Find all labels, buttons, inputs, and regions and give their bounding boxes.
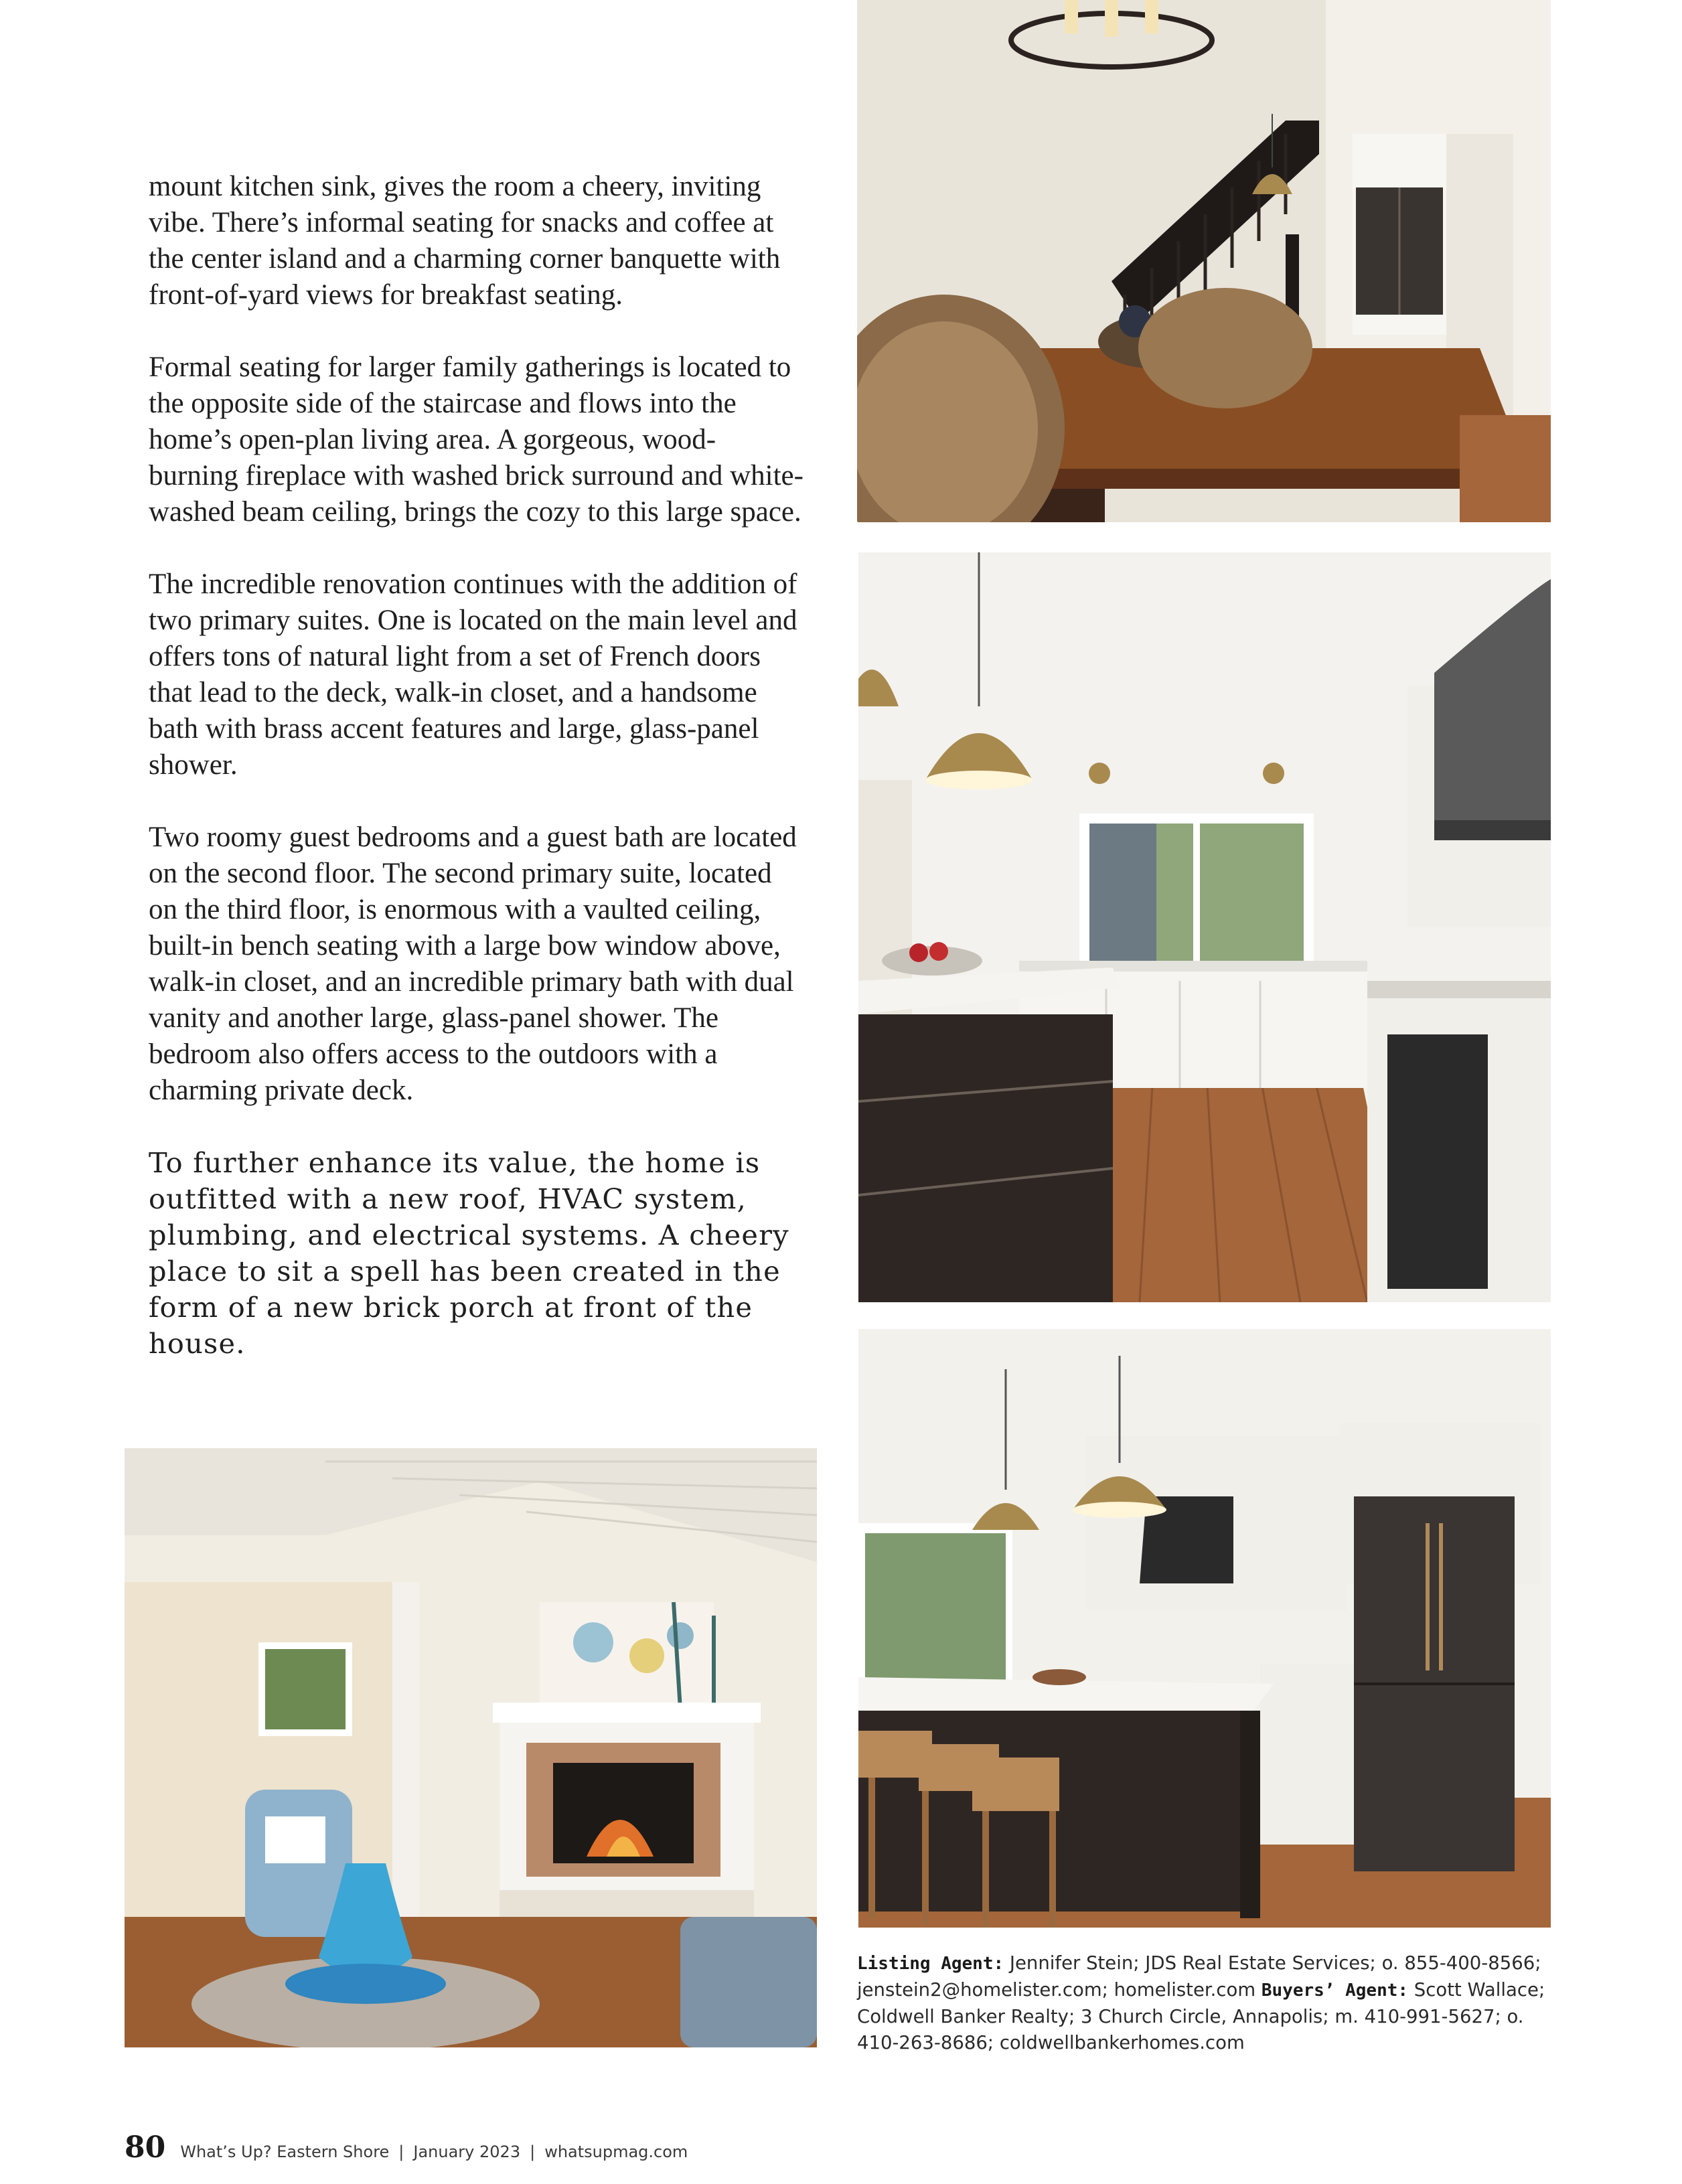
footer-separator: | (398, 2142, 404, 2161)
article-paragraph: Two roomy guest bedrooms and a guest bath are located on the second floor. The second primary suite, located on the third floor, is enormous with a vaulted ceiling, built-in bench seating with a large bow window above, walk-in closet, and an incredible primary bath with dual vanity and another large, glass-panel shower. The bedroom also offers access to the outdoors with a charming private deck. (149, 822, 797, 1106)
buyers-agent-label: Buyers’ Agent: (1261, 1980, 1409, 2001)
agent-credits (857, 1950, 1553, 2056)
issue-date: January 2023 (413, 2142, 521, 2161)
article-body (149, 169, 805, 1398)
living-room-fireplace-photo (125, 1448, 817, 2047)
article-paragraph: The incredible renovation continues with the addition of two primary suites. One is located on the main level and offers tons of natural light from a set of French doors that lead to the deck, walk-in closet, and a handsome bath with brass accent features and large, glass-panel shower. (149, 568, 797, 781)
page-number: 80 (125, 2130, 166, 2165)
publication-name: What’s Up? Eastern Shore (180, 2142, 390, 2161)
article-paragraph: mount kitchen sink, gives the room a cheery, inviting vibe. There’s informal seating for snacks and coffee at the center island and a charming corner banquette with front-of-yard views for breakfast seating. (149, 171, 781, 311)
buyers-agent-text: Scott Wallace; Coldwell Banker Realty; 3 Church Circle, Annapolis; m. 410-991-5627; o. 410-263-8686; coldwellbankerhomes.com (857, 1979, 1545, 2053)
listing-agent-text: Jennifer Stein; JDS Real Estate Services; o. 855-400-8566; jenstein2@homelister.com; homelister.com (857, 1952, 1541, 2001)
page-footer (125, 2130, 688, 2165)
article-paragraph: To further enhance its value, the home is outfitted with a new roof, HVAC system, plumbing, and electrical systems. A cheery place to sit a spell has been created in the form of a new brick porch at front of the house. (149, 1146, 789, 1360)
kitchen-window-photo (858, 552, 1551, 1302)
website-link[interactable]: whatsupmag.com (544, 2142, 688, 2161)
footer-separator: | (530, 2142, 536, 2161)
dining-room-photo (857, 0, 1551, 522)
kitchen-island-photo (858, 1329, 1551, 1928)
article-paragraph: Formal seating for larger family gatherings is located to the opposite side of the staircase and flows into the home’s open-plan living area. A gorgeous, wood-burning fireplace with washed brick surround and white-washed beam ceiling, brings the cozy to this large space. (149, 352, 804, 528)
listing-agent-label: Listing Agent: (857, 1954, 1004, 1974)
